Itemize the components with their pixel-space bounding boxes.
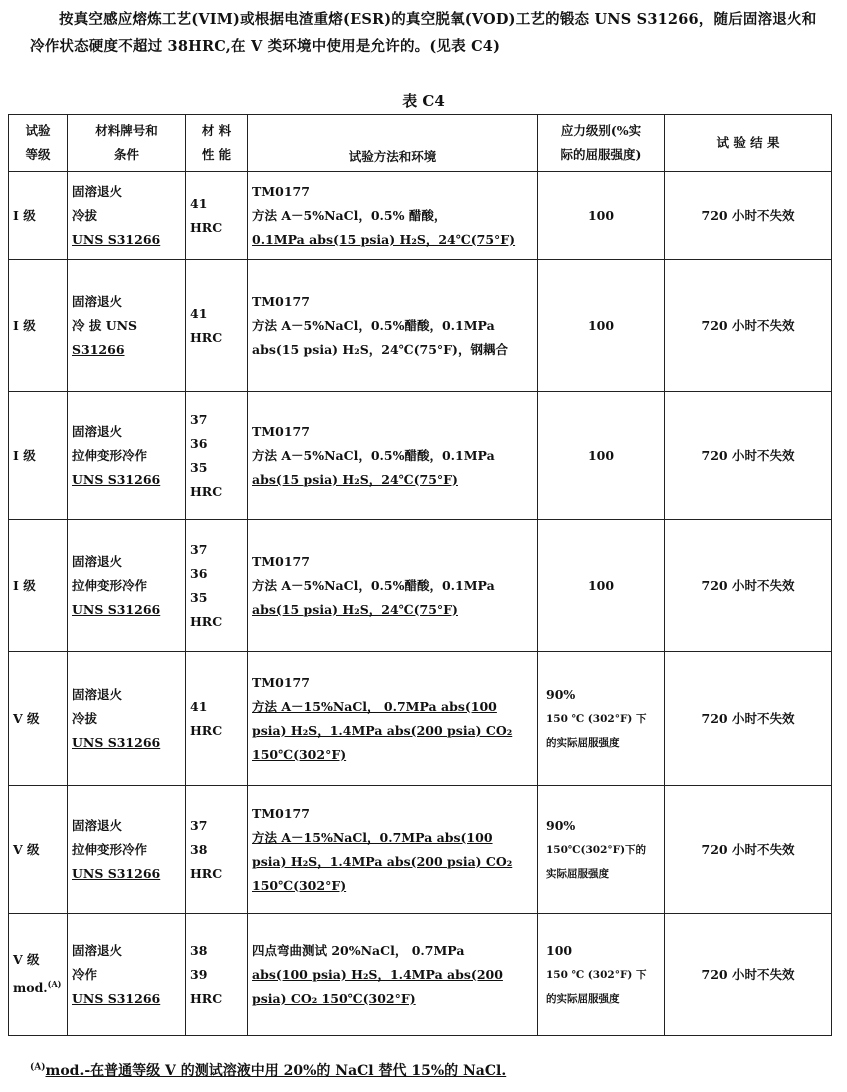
cell-method: 四点弯曲测试 20%NaCl， 0.7MPa abs(100 psia) H₂S，1.4MPa abs(200 psia) CO₂ 150℃(302°F) [248, 914, 538, 1036]
header-grade: 试验 等级 [9, 115, 68, 172]
cell-method: TM0177 方法 A－5%NaCl，0.5% 醋酸， 0.1MPa abs(15 psia) H₂S，24℃(75°F) [248, 172, 538, 260]
cell-stress: 90% 150℃(302°F)下的 实际屈服强度 [538, 786, 665, 914]
cell-grade: V 级 [9, 652, 68, 786]
footnote: $^{(A)}$mod.-在普通等级 V 的测试溶液中用 20%的 NaCl 替代 15%的 NaCl. [30, 1062, 507, 1079]
cell-material: 固溶退火 冷拔 UNS S31266 [68, 172, 186, 260]
table-row [9, 914, 832, 1036]
cell-result: 720 小时不失效 [665, 172, 832, 260]
cell-stress: 100 [538, 520, 665, 652]
cell-grade: V 级 mod.$^{(A)}$ [9, 914, 68, 1036]
cell-props: 41 HRC [186, 172, 248, 260]
intro-paragraph: 按真空感应熔炼工艺(VIM)或根据电渣重熔(ESR)的真空脱氧(VOD)工艺的锻态 UNS S31266，随后固溶退火和冷作状态硬度不超过 38HRC,在 V 类环境中使用是允许的。(见表 C4) [30, 11, 817, 55]
cell-result: 720 小时不失效 [665, 786, 832, 914]
header-material: 材料牌号和 条件 [68, 115, 186, 172]
cell-material: 固溶退火 拉伸变形冷作 UNS S31266 [68, 392, 186, 520]
cell-props: 38 39 HRC [186, 914, 248, 1036]
cell-result: 720 小时不失效 [665, 520, 832, 652]
table-row [9, 520, 832, 652]
cell-material: 固溶退火 冷作 UNS S31266 [68, 914, 186, 1036]
cell-method: TM0177 方法 A－5%NaCl，0.5%醋酸，0.1MPa abs(15 psia) H₂S，24℃(75°F)，钢耦合 [248, 260, 538, 392]
cell-method: TM0177 方法 A－15%NaCl， 0.7MPa abs(100 psia) H₂S，1.4MPa abs(200 psia) CO₂ 150℃(302°F) [248, 652, 538, 786]
table-c4 [8, 114, 832, 1036]
table-title: 表 C4 [402, 92, 445, 110]
header-stress: 应力级别(%实 际的屈服强度) [538, 115, 665, 172]
table-row [9, 652, 832, 786]
table-row [9, 392, 832, 520]
cell-grade: I 级 [9, 172, 68, 260]
table-header-row [9, 115, 832, 172]
cell-result: 720 小时不失效 [665, 914, 832, 1036]
cell-stress: 100 [538, 172, 665, 260]
cell-stress: 100 [538, 392, 665, 520]
cell-props: 37 36 35 HRC [186, 520, 248, 652]
cell-material: 固溶退火 冷 拔 UNS S31266 [68, 260, 186, 392]
cell-props: 41 HRC [186, 260, 248, 392]
header-result: 试 验 结 果 [665, 115, 832, 172]
cell-grade: I 级 [9, 520, 68, 652]
header-props: 材 料 性 能 [186, 115, 248, 172]
table-row [9, 260, 832, 392]
cell-grade: V 级 [9, 786, 68, 914]
table-row [9, 172, 832, 260]
cell-material: 固溶退火 拉伸变形冷作 UNS S31266 [68, 786, 186, 914]
cell-stress: 100 150 ℃ (302°F) 下 的实际屈服强度 [538, 914, 665, 1036]
table-row [9, 786, 832, 914]
cell-grade: I 级 [9, 392, 68, 520]
cell-props: 41 HRC [186, 652, 248, 786]
cell-method: TM0177 方法 A－15%NaCl，0.7MPa abs(100 psia) H₂S，1.4MPa abs(200 psia) CO₂ 150℃(302°F) [248, 786, 538, 914]
cell-result: 720 小时不失效 [665, 652, 832, 786]
cell-props: 37 38 HRC [186, 786, 248, 914]
cell-stress: 100 [538, 260, 665, 392]
cell-material: 固溶退火 拉伸变形冷作 UNS S31266 [68, 520, 186, 652]
cell-result: 720 小时不失效 [665, 260, 832, 392]
cell-method: TM0177 方法 A－5%NaCl，0.5%醋酸，0.1MPa abs(15 psia) H₂S，24℃(75°F) [248, 520, 538, 652]
cell-stress: 90% 150 ℃ (302°F) 下 的实际屈服强度 [538, 652, 665, 786]
cell-grade: I 级 [9, 260, 68, 392]
cell-method: TM0177 方法 A－5%NaCl，0.5%醋酸，0.1MPa abs(15 psia) H₂S，24℃(75°F) [248, 392, 538, 520]
cell-result: 720 小时不失效 [665, 392, 832, 520]
cell-props: 37 36 35 HRC [186, 392, 248, 520]
header-method: 试验方法和环境 [248, 115, 538, 172]
cell-material: 固溶退火 冷拔 UNS S31266 [68, 652, 186, 786]
